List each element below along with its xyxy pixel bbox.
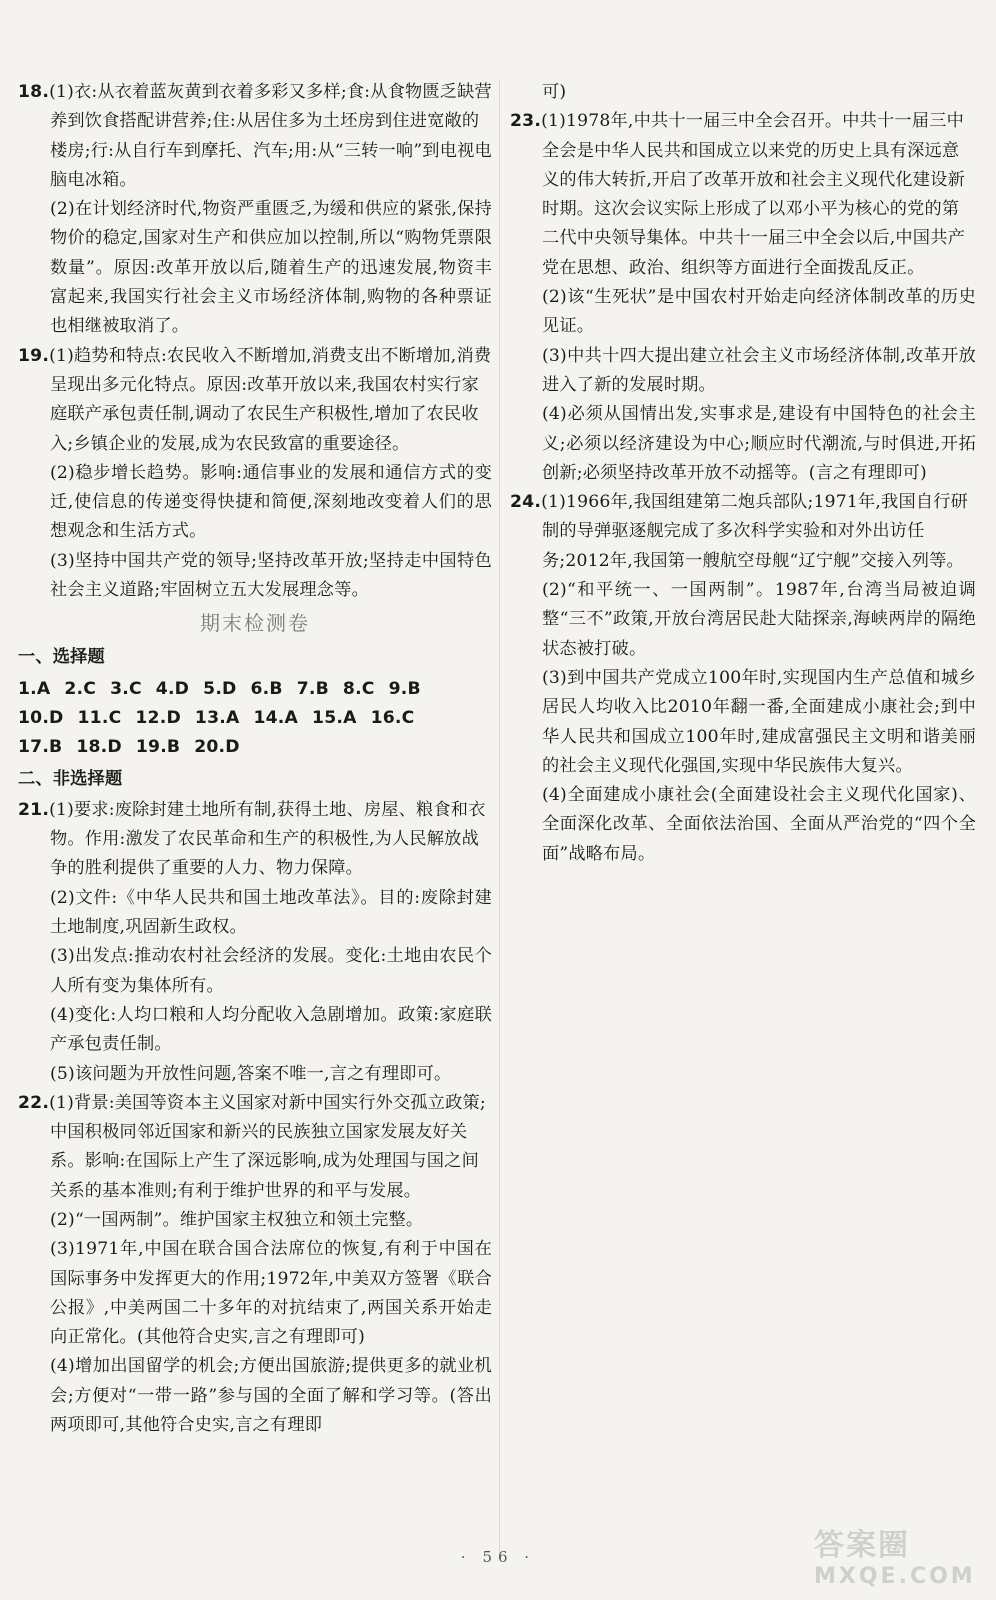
answer-text: (3)坚持中国共产党的领导;坚持改革开放;坚持走中国特色社会主义道路;牢固树立五大发展理念等。 <box>50 550 492 601</box>
answer-text: (3)到中国共产党成立100年时,实现国内生产总值和城乡居民人均收入比2010年翻一番,全面建成小康社会;到中华人民共和国成立100年时,建成富强民主文明和谐美丽的社会主义现代化强国,实现中华民族伟大复兴。 <box>542 667 976 776</box>
answer-text: (2)稳步增长趋势。影响:通信事业的发展和通信方式的变迁,使信息的传递变得快捷和简便,深刻地改变着人们的思想观念和生活方式。 <box>50 462 492 542</box>
answer-text: (4)增加出国留学的机会;方便出国旅游;提供更多的就业机会;方便对“一带一路”参与国的全面了解和学习等。(答出两项即可,其他符合史实,言之有理即 <box>50 1356 492 1436</box>
question-19 <box>18 342 492 459</box>
answer-text: (2)在计划经济时代,物资严重匮乏,为缓和供应的紧张,保持物价的稳定,国家对生产和供应加以控制,所以“购物凭票限数量”。原因:改革开放以后,随着生产的迅速发展,物资丰富起来,我国实行社会主义市场经济体制,购物的各种票证也相继被取消了。 <box>50 199 492 337</box>
answer-text: (3)出发点:推动农村社会经济的发展。变化:土地由农民个人所有变为集体所有。 <box>50 946 492 996</box>
choice-answer: 5.D <box>203 678 237 699</box>
choice-answer: 20.D <box>194 737 240 758</box>
answer-text: (2)该“生死状”是中国农村开始走向经济体制改革的历史见证。 <box>542 287 976 337</box>
choice-answer: 12.D <box>135 707 181 728</box>
page-number: · 56 · <box>460 1548 536 1566</box>
heading-free-response: 二、非选择题 <box>18 768 123 789</box>
choice-answer: 2.C <box>64 678 97 699</box>
watermark-text: MXQE.COM <box>814 1564 976 1589</box>
answer-text: (1)背景:美国等资本主义国家对新中国实行外交孤立政策;中国积极同邻近国家和新兴的民族独立国家发展友好关系。影响:在国际上产生了深远影响,成为处理国与国之间关系的基本准则;有利于维护世界的和平与发展。 <box>49 1092 486 1201</box>
choice-answer: 17.B <box>18 737 63 758</box>
choice-answer: 15.A <box>312 707 357 728</box>
choice-answer: 16.C <box>370 707 415 728</box>
question-23 <box>510 107 976 283</box>
answer-text: (1)1978年,中共十一届三中全会召开。中共十一届三中全会是中华人民共和国成立以来党的历史上具有深远意义的伟大转折,开启了改革开放和社会主义现代化建设新时期。这次会议实际上形成了以邓小平为核心的党的第二代中央领导集体。中共十一届三中全会以后,中国共产党在思想、政治、组织等方面进行全面拨乱反正。 <box>541 111 965 278</box>
choice-answer: 18.D <box>76 737 122 758</box>
choice-answer: 9.B <box>388 678 421 699</box>
answer-text: (3)中共十四大提出建立社会主义市场经济体制,改革开放进入了新的发展时期。 <box>542 345 976 395</box>
choice-answer: 13.A <box>194 707 240 728</box>
watermark-text: 答案圈 <box>814 1528 910 1563</box>
answer-text: (1)趋势和特点:农民收入不断增加,消费支出不断增加,消费呈现出多元化特点。原因:改革开放以来,我国农村实行家庭联产承包责任制,调动了农民生产积极性,增加了农民收入;乡镇企业的发展,成为农民致富的重要途径。 <box>49 345 492 454</box>
choice-answer: 10.D <box>18 707 64 728</box>
answer-text: (2)“一国两制”。维护国家主权独立和领土完整。 <box>50 1209 424 1230</box>
answer-text: (2)文件:《中华人民共和国土地改革法》。目的:废除封建土地制度,巩固新生政权。 <box>50 887 492 938</box>
choice-answer: 14.A <box>253 707 299 728</box>
answer-text: (1)1966年,我国组建第二炮兵部队;1971年,我国自行研制的导弹驱逐舰完成了多次科学实验和对外出访任务;2012年,我国第一艘航空母舰“辽宁舰”交接入列等。 <box>541 492 968 571</box>
answer-text: (1)要求:废除封建土地所有制,获得土地、房屋、粮食和衣物。作用:激发了农民革命和生产的积极性,为人民解放战争的胜利提供了重要的人力、物力保障。 <box>49 799 486 879</box>
answer-text: (4)必须从国情出发,实事求是,建设有中国特色的社会主义;必须以经济建设为中心;顺应时代潮流,与时俱进,开拓创新;必须坚持改革开放不动摇等。(言之有理即可) <box>542 404 976 483</box>
choice-answer: 4.D <box>155 678 190 699</box>
choice-answer: 19.B <box>135 737 181 758</box>
left-column <box>18 78 492 1440</box>
question-number: 18. <box>18 82 50 102</box>
choice-answer: 3.C <box>110 678 142 699</box>
answer-text: (3)1971年,中国在联合国合法席位的恢复,有利于中国在国际事务中发挥更大的作用;1972年,中美双方签署《联合公报》,中美两国二十多年的对抗结束了,两国关系开始走向正常化。(其他符合史实,言之有理即可) <box>50 1239 492 1348</box>
column-divider <box>499 80 500 1555</box>
answer-text: (4)全面建成小康社会(全面建设社会主义现代化国家)、全面深化改革、全面依法治国、全面从严治党的“四个全面”战略布局。 <box>542 785 976 864</box>
question-number: 24. <box>510 492 542 513</box>
right-column <box>510 78 976 869</box>
choice-answer: 11.C <box>77 707 122 728</box>
answer-text: (5)该问题为开放性问题,答案不唯一,言之有理即可。 <box>50 1063 452 1084</box>
choice-answer: 8.C <box>342 678 375 699</box>
question-24 <box>510 488 976 576</box>
question-21 <box>18 796 492 884</box>
question-22 <box>18 1089 492 1206</box>
question-number: 19. <box>18 345 50 366</box>
answer-text: (2)“和平统一、一国两制”。1987年,台湾当局被迫调整“三不”政策,开放台湾居民赴大陆探亲,海峡两岸的隔绝状态被打破。 <box>542 580 976 659</box>
choice-answer: 1.A <box>18 678 51 699</box>
choice-answers-row <box>18 733 492 762</box>
answer-text-continued: 可) <box>542 82 567 102</box>
question-number: 22. <box>18 1092 50 1113</box>
heading-multiple-choice: 一、选择题 <box>18 647 105 668</box>
section-title: 期末检测卷 <box>200 611 310 636</box>
answer-text: (4)变化:人均口粮和人均分配收入急剧增加。政策:家庭联产承包责任制。 <box>50 1004 492 1055</box>
question-18 <box>18 78 492 195</box>
answer-text: (1)衣:从衣着蓝灰黄到衣着多彩又多样;食:从食物匮乏缺营养到饮食搭配讲营养;住:从居住多为土坯房到住进宽敞的楼房;行:从自行车到摩托、汽车;用:从“三转一响”到电视电脑电冰箱。 <box>49 82 492 190</box>
watermark-logo <box>814 1520 984 1592</box>
choice-answer: 7.B <box>296 678 329 699</box>
choice-answer: 6.B <box>250 678 283 699</box>
question-number: 23. <box>510 111 542 132</box>
choice-answers-row <box>18 675 492 704</box>
choice-answers-row <box>18 704 492 733</box>
question-number: 21. <box>18 799 50 820</box>
